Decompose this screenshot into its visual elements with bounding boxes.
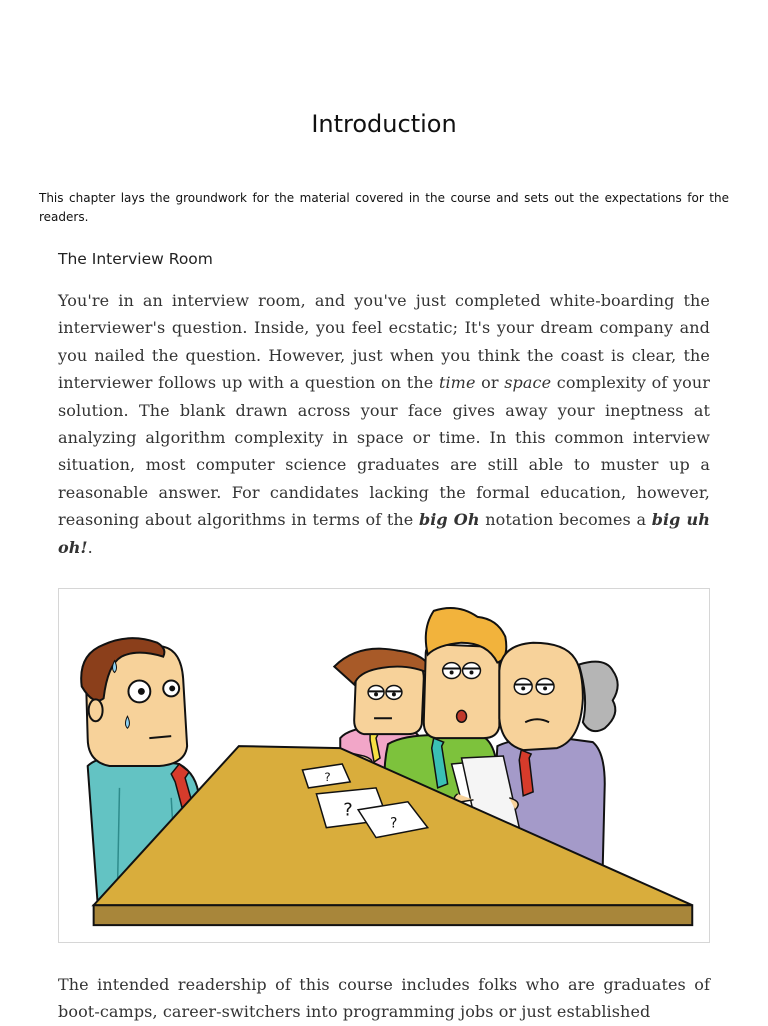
interviewer-purple-hair: [579, 662, 618, 731]
paper-mark: ?: [389, 815, 398, 832]
interviewer-green-head: [424, 645, 500, 738]
interview-illustration: [58, 588, 710, 943]
body-paragraph-1: [58, 287, 710, 561]
para1-text-2: or: [475, 373, 505, 393]
para1-text-5: .: [87, 537, 93, 557]
page-title: Introduction: [311, 110, 457, 138]
paper-mark: ?: [324, 769, 331, 784]
section-heading: The Interview Room: [58, 250, 213, 268]
interviewer-purple-head: [499, 643, 583, 750]
emphasis-time: time: [438, 373, 476, 393]
body-paragraph-2: The intended readership of this course includes folks who are graduates of boot-camps, career-switchers into programming jobs or just established: [58, 975, 710, 1022]
para1-text-3: complexity of your solution. The blank drawn across your face gives away your ineptness at analyzing algorithm complexity in space or time. In this common interview situation, most computer science graduates are still able to muster up a reasonable answer. For candidates lacking the formal education, however, reasoning about algorithms in terms of the: [58, 373, 710, 530]
strong-big-oh: big Oh: [418, 510, 480, 530]
table-edge: [94, 905, 693, 925]
interview-cartoon: [59, 589, 709, 942]
emphasis-space: space: [504, 373, 552, 393]
chapter-intro-note: This chapter lays the groundwork for the material covered in the course and sets out the expectations for the readers.: [39, 191, 729, 224]
strong-big-uh-oh: big uh oh!: [58, 510, 711, 557]
para1-text-1: You're in an interview room, and you've just completed white-boarding the interviewer's question. Inside, you feel ecstatic; It's your dream company and you nailed the question. However, just when you think the coast is clear, the interviewer follows up with a question on the: [58, 291, 710, 393]
paper-mark: ?: [343, 799, 353, 821]
para1-text-4: notation becomes a: [479, 510, 652, 530]
